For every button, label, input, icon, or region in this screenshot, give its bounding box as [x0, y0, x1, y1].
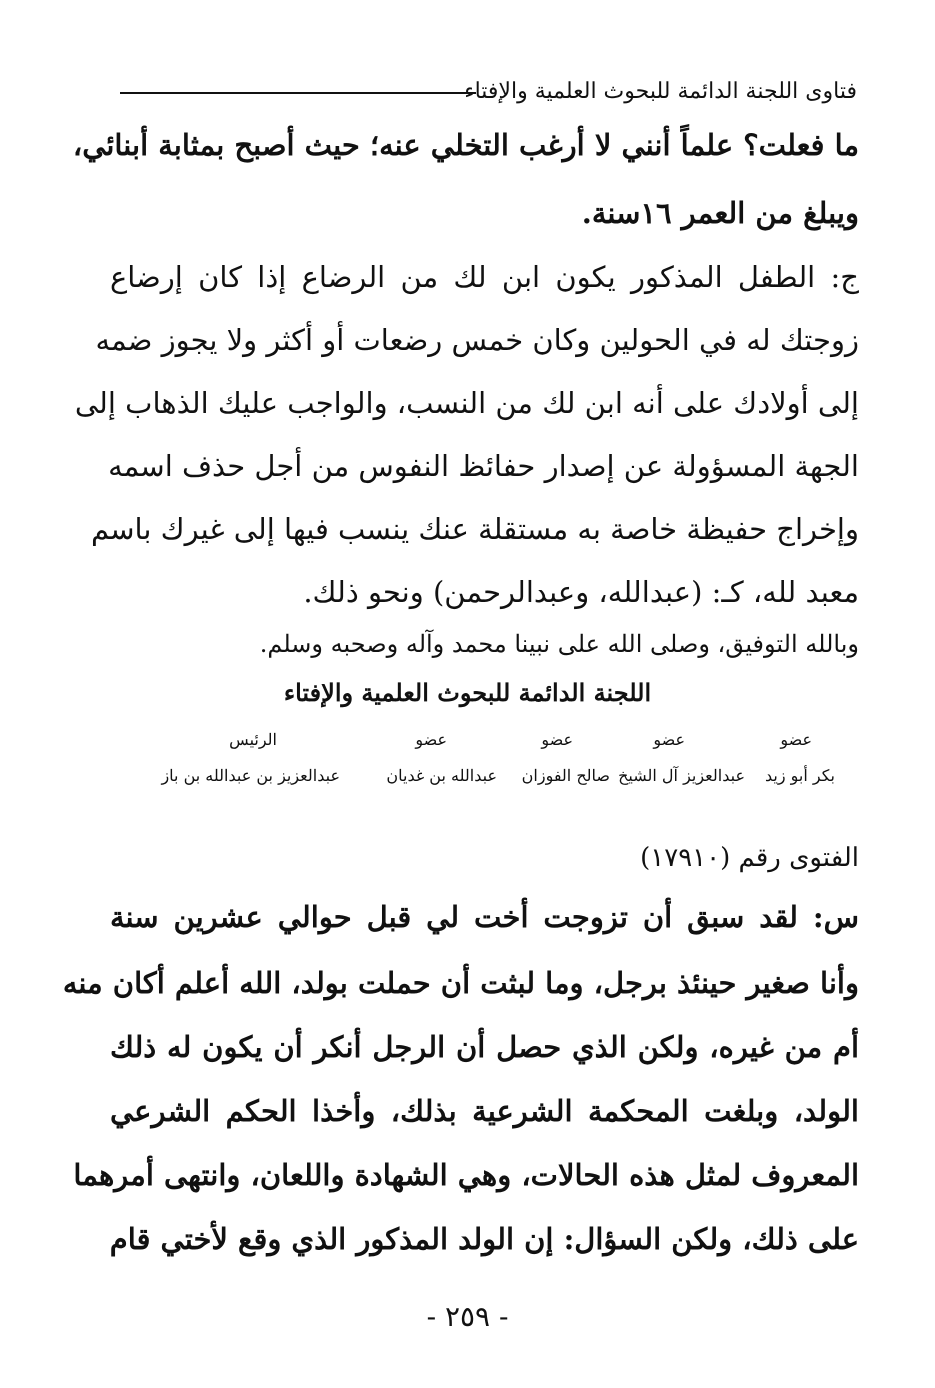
signatory-role: عضو [653, 730, 685, 749]
signatory-name: عبدالله بن غديان [386, 766, 497, 785]
fatwa-number: الفتوى رقم (١٧٩١٠) [640, 843, 859, 873]
closing-line: وبالله التوفيق، وصلى الله على نبينا محمد وآله وصحبه وسلم. [259, 630, 859, 658]
signatory-role: الرئيس [229, 730, 277, 749]
question-line: س: لقد سبق أن تزوجت أخت لي قبل حوالي عشرين سنة [110, 900, 859, 934]
question-line: الولد، وبلغت المحكمة الشرعية بذلك، وأخذا الحكم الشرعي [110, 1094, 859, 1128]
answer-line: ج: الطفل المذكور يكون ابن لك من الرضاع إذا كان إرضاع [110, 260, 859, 294]
question-line: المعروف لمثل هذه الحالات، وهي الشهادة واللعان، وانتهى أمرهما [73, 1158, 859, 1192]
running-header [120, 74, 857, 114]
answer-line: زوجتك له في الحولين وكان خمس رضعات أو أكثر ولا يجوز ضمه [95, 323, 859, 357]
signatory-name: صالح الفوزان [521, 766, 610, 785]
question-cont-line: ما فعلت؟ علماً أنني لا أرغب التخلي عنه؛ حيث أصبح بمثابة أبنائي، [72, 128, 859, 162]
committee-name: اللجنة الدائمة للبحوث العلمية والإفتاء [283, 678, 652, 707]
question-line: وأنا صغير حينئذ برجل، وما لبثت أن حملت بولد، الله أعلم أكان منه [62, 966, 859, 1000]
question-line: أم من غيره، ولكن الذي حصل أن الرجل أنكر أن يكون له ذلك [110, 1030, 859, 1064]
header-rule [120, 92, 476, 94]
question-line: على ذلك، ولكن السؤال: إن الولد المذكور الذي وقع لأختي قام [109, 1222, 859, 1256]
signatory-name: بكر أبو زيد [764, 766, 835, 785]
answer-line: وإخراج حفيظة خاصة به مستقلة عنك ينسب فيها إلى غيرك باسم [90, 512, 859, 546]
signatory-name: عبدالعزيز آل الشيخ [618, 766, 745, 785]
signatory-name: عبدالعزيز بن عبدالله بن باز [161, 766, 340, 785]
answer-line: الجهة المسؤولة عن إصدار حفائظ النفوس من أجل حذف اسمه [108, 449, 859, 483]
signatory-role: عضو [415, 730, 447, 749]
answer-line: إلى أولادك على أنه ابن لك من النسب، والواجب عليك الذهاب إلى [74, 386, 859, 420]
header-title: فتاوى اللجنة الدائمة للبحوث العلمية والإفتاء [464, 79, 857, 104]
signatory-role: عضو [541, 730, 573, 749]
answer-line: معبد لله، كـ: (عبدالله، وعبدالرحمن) ونحو ذلك. [303, 575, 859, 609]
signatory-role: عضو [780, 730, 812, 749]
question-cont-line: ويبلغ من العمر ١٦سنة. [581, 196, 859, 230]
page-number: - ٢٥٩ - [426, 1300, 509, 1333]
